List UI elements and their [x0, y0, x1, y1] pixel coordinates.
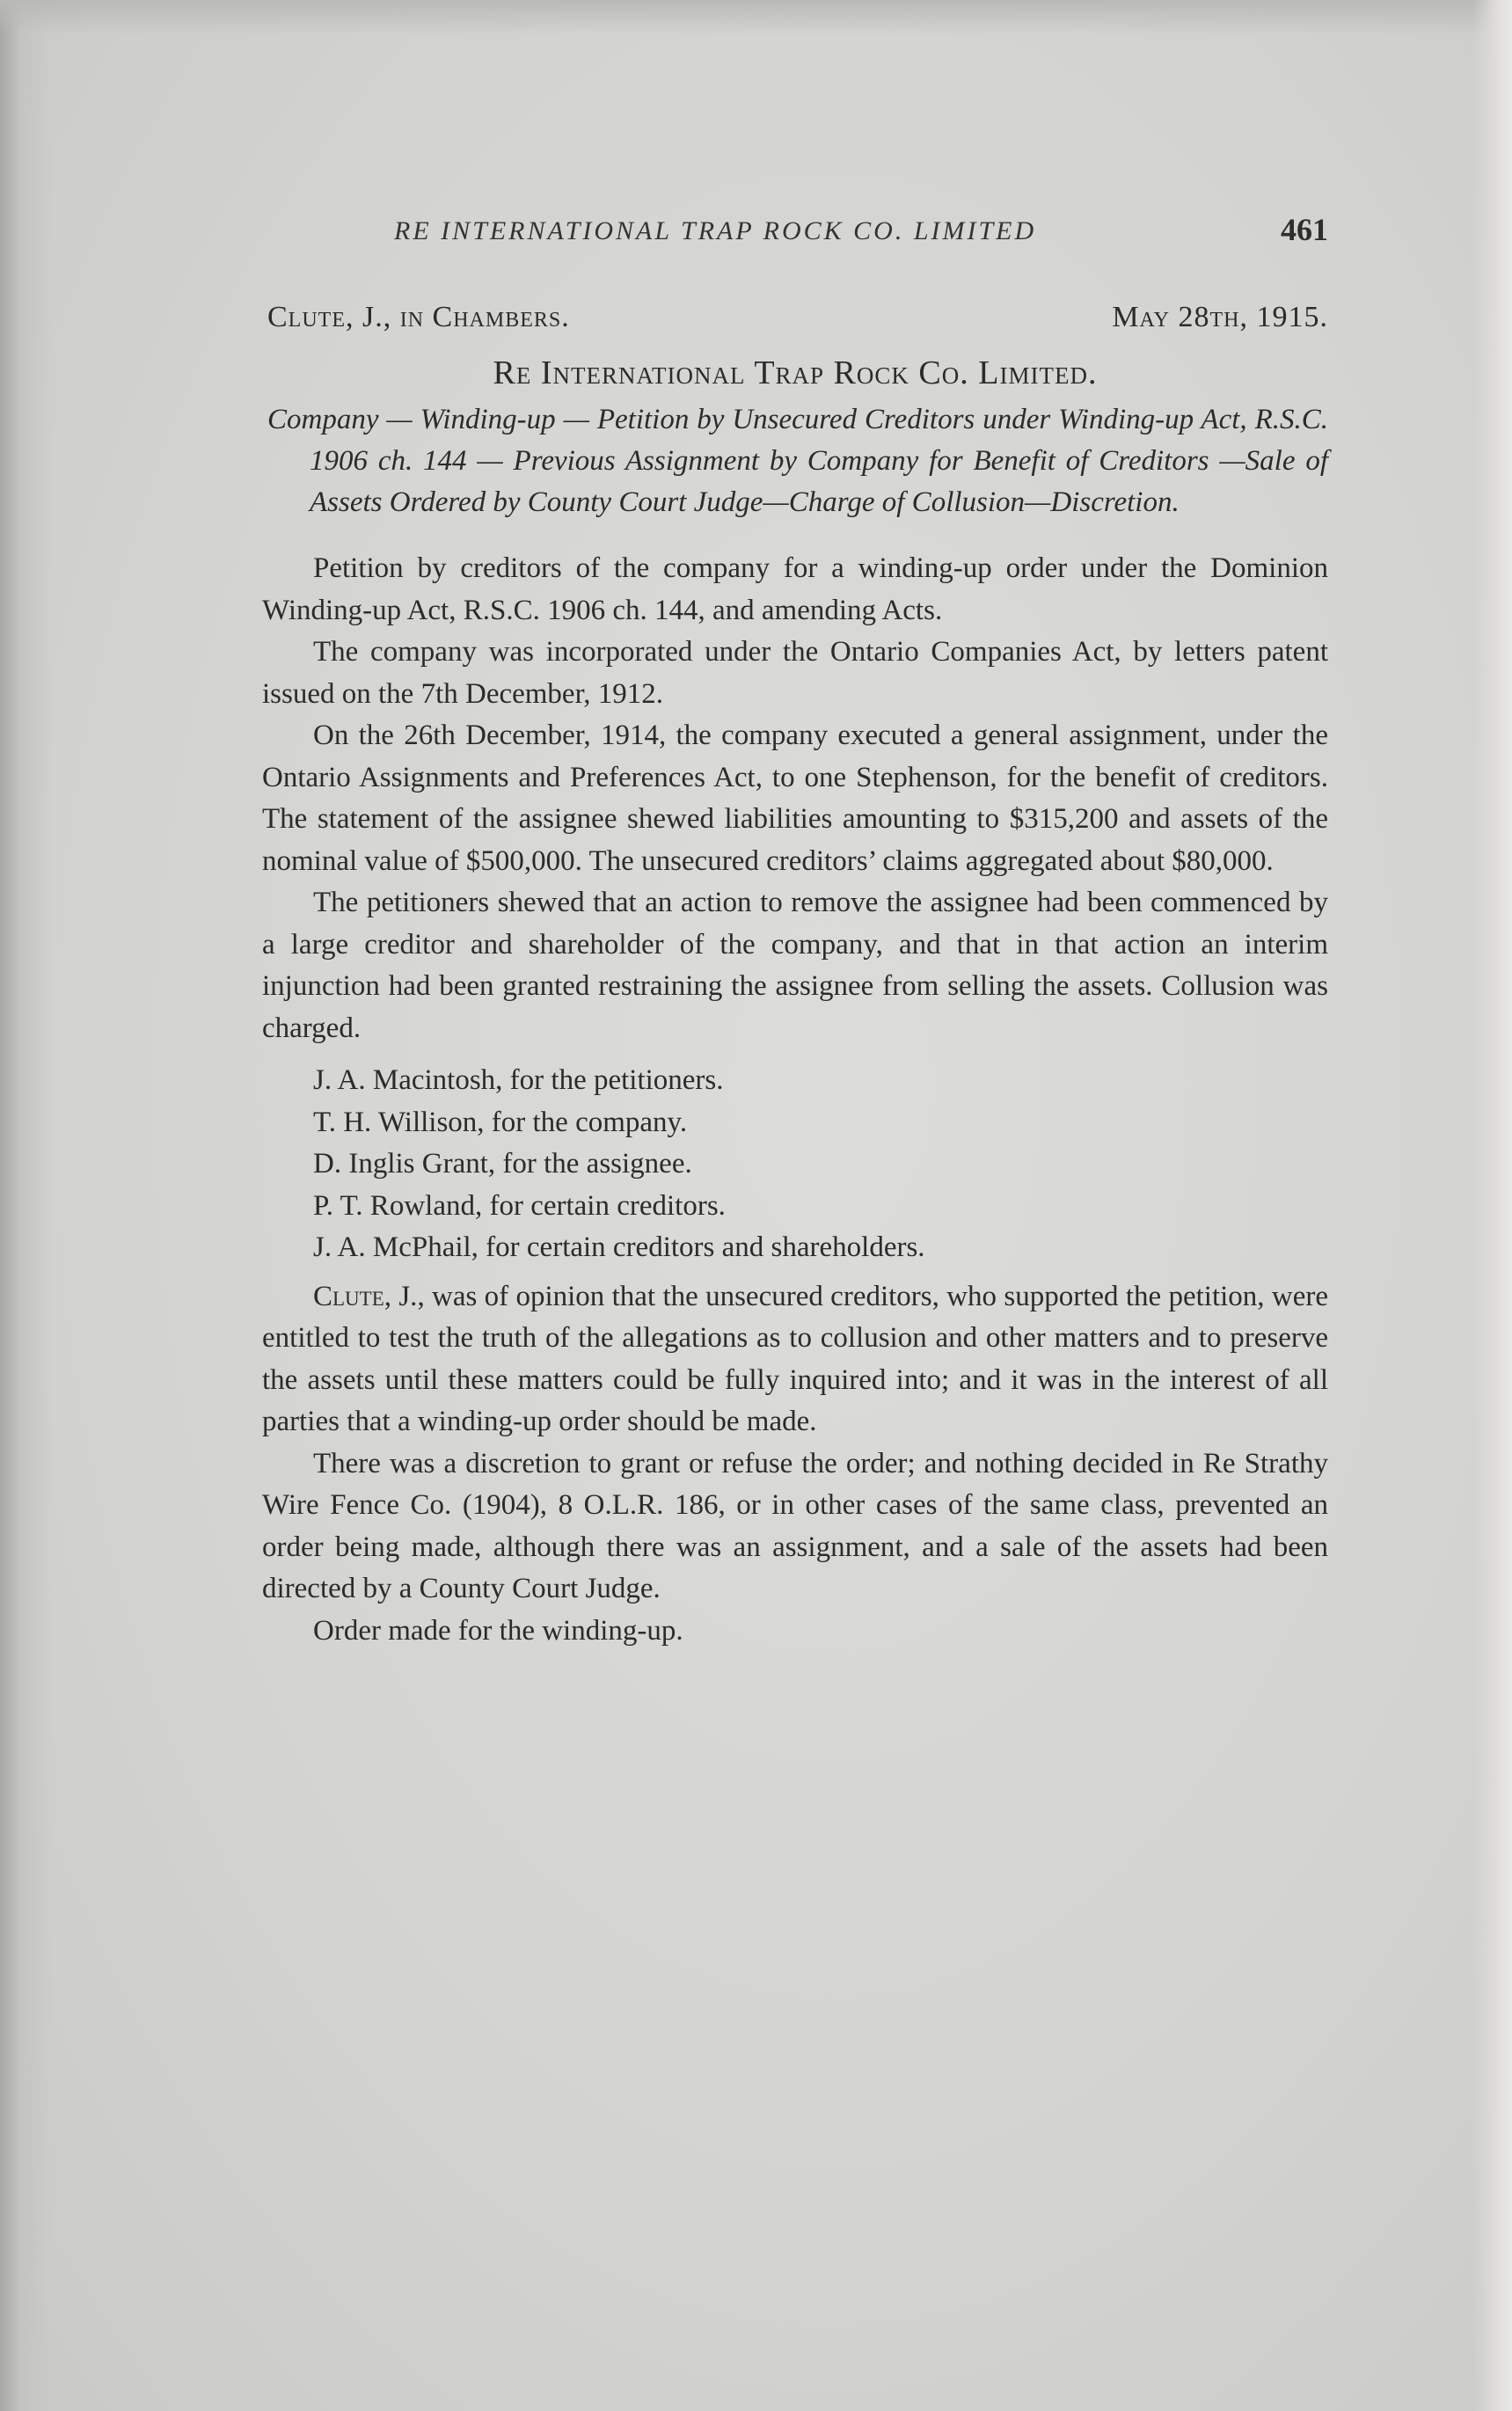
paragraph-assignment: On the 26th December, 1914, the company executed a general assignment, under the Ontario Assignments and Preferences Act, to one Stephenson, for the benefit of creditors. The statement of the assignee shewed liabilities amounting to $315,200 and assets of the nominal value of $500,000. The unsecured creditors’ claims aggregated about $80,000.	[262, 720, 1328, 877]
headnote-text: Company — Winding-up — Petition by Unsecured Creditors under Winding-up Act, R.S.C. 1906 ch. 144 — Previous Assignment by Company for Benefit of Creditors —Sale of Assets Ordered by County Court Judge—Charge of Collusion—Discretion.	[267, 404, 1328, 518]
paragraph-opinion	[262, 1276, 1328, 1443]
binding-shadow	[0, 0, 53, 2411]
judge-name: Clute, J., in Chambers.	[267, 301, 570, 333]
page-edge	[1472, 0, 1512, 2411]
counsel-item: J. A. Macintosh, for the petitioners.	[313, 1064, 724, 1096]
decision-date: May 28th, 1915.	[1112, 301, 1328, 333]
text-block	[262, 211, 1328, 1652]
counsel-item: D. Inglis Grant, for the assignee.	[313, 1148, 692, 1180]
counsel-item: T. H. Willison, for the company.	[313, 1106, 688, 1138]
paragraph-incorporation: The company was incorporated under the Ontario Companies Act, by letters patent issued on the 7th December, 1912.	[262, 636, 1328, 710]
paragraph-order: Order made for the winding-up.	[313, 1614, 683, 1647]
page-number: 461	[1281, 212, 1328, 247]
opinion-text: , was of opinion that the unsecured creditors, who supported the petition, were entitled to test the truth of the allegations as to collusion and other matters and to preserve the assets until these matters could be fully inquired into; and it was in the interest of all parties that a winding-up order should be made.	[262, 1280, 1328, 1437]
paragraph-discretion: There was a discretion to grant or refuse the order; and nothing decided in Re Strathy Wire Fence Co. (1904), 8 O.L.R. 186, or in other cases of the same class, prevented an order being made, although there was an assignment, and a sale of the assets had been directed by a County Court Judge.	[262, 1447, 1328, 1604]
case-title: Re International Trap Rock Co. Limited.	[493, 354, 1098, 391]
counsel-item: J. A. McPhail, for certain creditors and shareholders.	[313, 1231, 925, 1263]
top-shadow	[0, 0, 1512, 35]
paragraph-petition: Petition by creditors of the company for a winding-up order under the Dominion Winding-up Act, R.S.C. 1906 ch. 144, and amending Acts.	[262, 552, 1328, 626]
judge-reference: Clute, J.	[313, 1280, 418, 1312]
running-head	[262, 211, 1328, 264]
judge-date-line	[262, 301, 1328, 352]
counsel-item: P. T. Rowland, for certain creditors.	[313, 1189, 726, 1222]
headnote	[262, 399, 1328, 523]
running-title: RE INTERNATIONAL TRAP ROCK CO. LIMITED	[394, 216, 1037, 245]
paragraph-petitioners: The petitioners shewed that an action to remove the assignee had been commenced by a large creditor and shareholder of the company, and that in that action an interim injunction had been granted restraining the assignee from selling the assets. Collusion was charged.	[262, 887, 1328, 1044]
counsel-list	[262, 1060, 1328, 1269]
